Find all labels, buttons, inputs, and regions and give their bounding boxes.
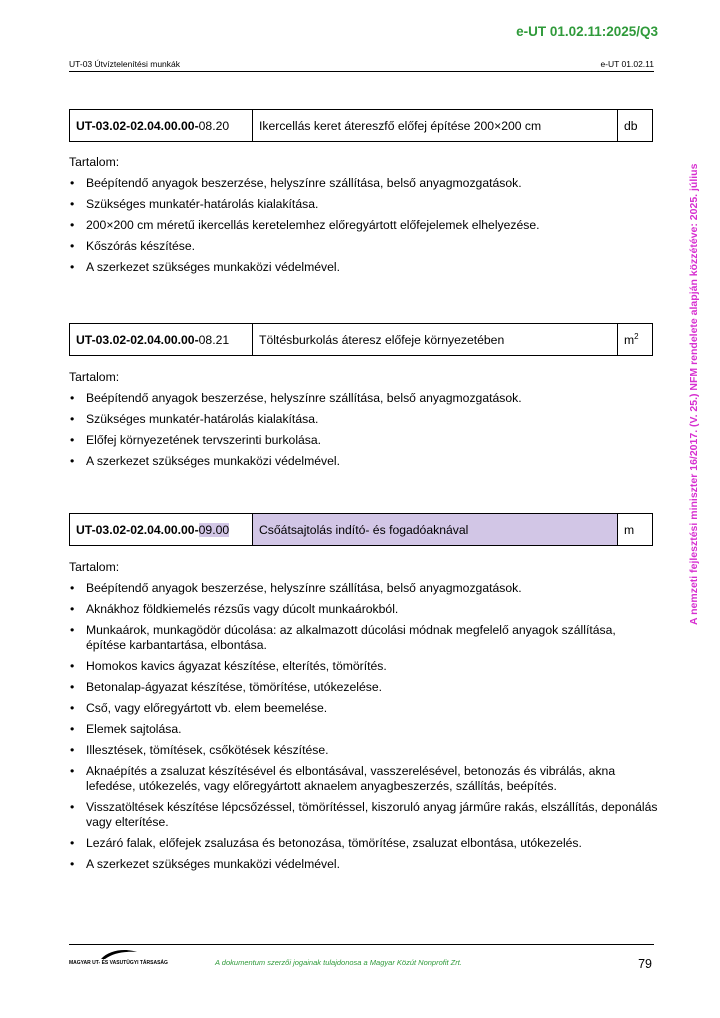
footer-divider [69,944,654,945]
list-item: • Aknaépítés a zsaluzat készítésével és elbontásával, vasszerelésével, betonozás és vibrálás, akna lefedése, utókezelés, vagy előregyártott aknaelem anyagbeszerzés, szállítás, beépítés. [69,764,659,794]
page-number: 79 [638,957,652,971]
running-header [69,59,654,72]
item-code [70,110,253,142]
list-item: • Munkaárok, munkagödör dúcolása: az alkalmazott dúcolási módnak megfelelő anyagok szállítása, építése karbantartása, elbontása. [69,623,659,653]
item-header-table-1 [69,109,653,142]
content-list [69,176,659,275]
item-code-suffix: 08.20 [198,118,230,133]
item-unit [618,324,653,356]
item-code-prefix: UT-03.02-02.04.00.00- [76,522,199,537]
list-item: • Kőszórás készítése. [69,239,659,254]
list-item: • Homokos kavics ágyazat készítése, elterítés, tömörítés. [69,659,659,674]
list-item: • Visszatöltések készítése lépcsőzéssel, tömörítéssel, kiszoruló anyag járműre rakás, elszállítás, deponálás vagy elterítése. [69,800,659,830]
item-unit: db [618,110,653,142]
list-item: • Illesztések, tömítések, csőkötések készítése. [69,743,659,758]
item-header-table-2 [69,323,653,356]
item-title: Töltésburkolás áteresz előfeje környezetében [253,324,618,356]
list-item: • A szerkezet szükséges munkaközi védelmével. [69,260,659,275]
content-lead: Tartalom: [69,370,120,384]
document-code: e-UT 01.02.11:2025/Q3 [516,24,658,39]
unit-exponent: 2 [634,331,639,341]
item-code [70,514,253,546]
item-unit: m [618,514,653,546]
item-code [70,324,253,356]
society-logo [69,948,169,970]
item-code-prefix: UT-03.02-02.04.00.00- [76,118,199,133]
item-code-suffix: 08.21 [198,332,230,347]
header-right: e-UT 01.02.11 [600,59,654,69]
content-lead: Tartalom: [69,155,120,169]
list-item: • Beépítendő anyagok beszerzése, helyszínre szállítása, belső anyagmozgatások. [69,581,659,596]
list-item: • Cső, vagy előregyártott vb. elem beemelése. [69,701,659,716]
section-content-3 [69,560,659,878]
copyright-notice: A dokumentum szerzői jogainak tulajdonosa a Magyar Közút Nonprofit Zrt. [215,958,462,967]
list-item: • 200×200 cm méretű ikercellás keretelemhez előregyártott előfejelemek elhelyezése. [69,218,659,233]
content-lead: Tartalom: [69,560,120,574]
list-item: • A szerkezet szükséges munkaközi védelmével. [69,454,659,469]
list-item: • Aknákhoz földkiemelés rézsűs vagy dúcolt munkaárokból. [69,602,659,617]
logo-swoosh-icon [99,948,139,960]
list-item: • Szükséges munkatér-határolás kialakítása. [69,197,659,212]
item-code-prefix: UT-03.02-02.04.00.00- [76,332,199,347]
list-item: • Szükséges munkatér-határolás kialakítása. [69,412,659,427]
list-item: • Elemek sajtolása. [69,722,659,737]
section-content-1 [69,155,659,281]
content-list [69,391,659,469]
list-item: • Előfej környezetének tervszerinti burkolása. [69,433,659,448]
item-header-table-3 [69,513,653,546]
list-item: • Beépítendő anyagok beszerzése, helyszínre szállítása, belső anyagmozgatások. [69,391,659,406]
list-item: • Lezáró falak, előfejek zsaluzása és betonozása, tömörítése, zsaluzat elbontása, utókezelés. [69,836,659,851]
logo-text: MAGYAR UT- ÉS VASUTÜGYI TÁRSASÁG [69,960,168,966]
item-title: Ikercellás keret átereszfő előfej építése 200×200 cm [253,110,618,142]
list-item: • Betonalap-ágyazat készítése, tömörítése, utókezelése. [69,680,659,695]
header-left: UT-03 Útvíztelenítési munkák [69,59,181,69]
item-code-suffix: 09.00 [198,522,230,537]
section-content-2 [69,370,659,475]
list-item: • A szerkezet szükséges munkaközi védelmével. [69,857,659,872]
unit-base: m [624,333,635,348]
content-list [69,581,659,872]
item-title: Csőátsajtolás indító- és fogadóaknával [253,514,618,546]
side-note-text: A nemzeti fejlesztési miniszter 16/2017. (V. 25.) NFM rendelete alapján közzétéve: 2025. július [688,163,700,625]
list-item: • Beépítendő anyagok beszerzése, helyszínre szállítása, belső anyagmozgatások. [69,176,659,191]
